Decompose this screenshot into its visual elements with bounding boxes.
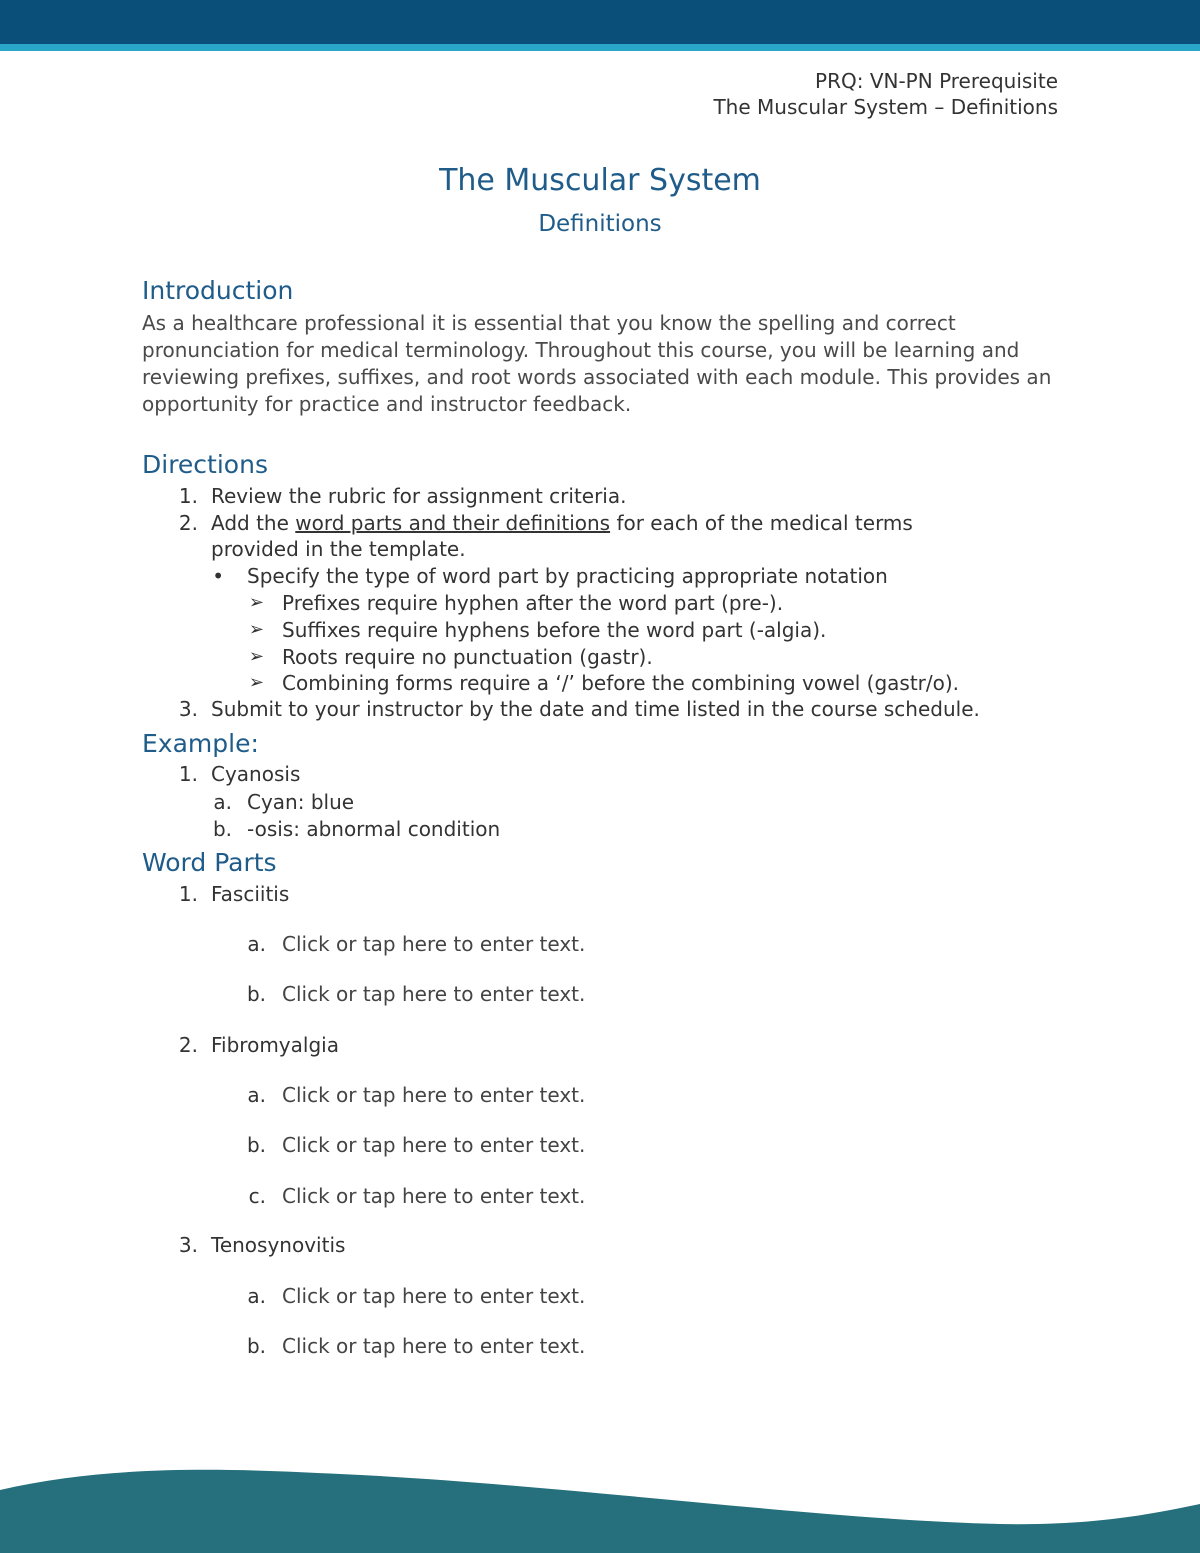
header-doc-title: The Muscular System – Definitions [713, 95, 1058, 119]
list-number: 1. [178, 882, 198, 906]
word-parts-link[interactable]: word parts and their definitions [295, 511, 611, 535]
list-letter: b. [246, 1133, 266, 1157]
list-letter: a. [247, 1284, 266, 1308]
top-band [0, 0, 1200, 53]
list-letter: b. [212, 817, 232, 841]
entry-field[interactable]: Click or tap here to enter text. [282, 1133, 586, 1157]
example-heading: Example: [142, 729, 259, 758]
entry-field[interactable]: Click or tap here to enter text. [282, 1083, 586, 1107]
list-number: 2. [178, 511, 198, 535]
entry-field[interactable]: Click or tap here to enter text. [282, 982, 586, 1006]
list-number: 3. [178, 697, 198, 721]
list-letter: b. [246, 1334, 266, 1358]
example-part: -osis: abnormal condition [247, 817, 501, 841]
notation-rule: Combining forms require a ‘/’ before the combining vowel (gastr/o). [282, 671, 960, 695]
direction-item-2-cont: provided in the template. [211, 537, 466, 561]
term-fibromyalgia: Fibromyalgia [211, 1033, 339, 1057]
list-number: 3. [178, 1233, 198, 1257]
word-parts-heading: Word Parts [142, 848, 277, 877]
direction-item-3: Submit to your instructor by the date and time listed in the course schedule. [211, 697, 980, 721]
arrow-bullet-icon: ➢ [248, 672, 264, 693]
list-number: 1. [178, 484, 198, 508]
list-number: 2. [178, 1033, 198, 1057]
page-title: The Muscular System [439, 163, 761, 198]
arrow-bullet-icon: ➢ [248, 646, 264, 667]
arrow-bullet-icon: ➢ [248, 592, 264, 613]
term-fasciitis: Fasciitis [211, 882, 290, 906]
example-part: Cyan: blue [247, 790, 355, 814]
list-number: 1. [178, 762, 198, 786]
notation-rule: Prefixes require hyphen after the word part (pre-). [282, 591, 784, 615]
notation-rule: Suffixes require hyphens before the word part (-algia). [282, 618, 827, 642]
notation-rule: Roots require no punctuation (gastr). [282, 645, 653, 669]
page-header [713, 68, 1058, 120]
term-tenosynovitis: Tenosynovitis [211, 1233, 346, 1257]
directions-heading: Directions [142, 450, 268, 479]
bullet-marker: • [212, 564, 224, 588]
arrow-bullet-icon: ➢ [248, 619, 264, 640]
list-letter: c. [248, 1184, 266, 1208]
introduction-text: As a healthcare professional it is essential that you know the spelling and correct pronunciation for medical terminology. Throughout this course, you will be learning and reviewing prefixes, suffixes, and root words associated with each module. This provides an opportunity for practice and instructor feedback. [142, 311, 1052, 416]
direction-bullet: Specify the type of word part by practicing appropriate notation [247, 564, 888, 588]
direction-item-2: Add the word parts and their definitions for each of the medical terms [211, 511, 913, 535]
header-course: PRQ: VN-PN Prerequisite [815, 69, 1058, 93]
entry-field[interactable]: Click or tap here to enter text. [282, 1184, 586, 1208]
page-subtitle: Definitions [538, 211, 662, 237]
list-letter: a. [247, 932, 266, 956]
list-letter: b. [246, 982, 266, 1006]
entry-field[interactable]: Click or tap here to enter text. [282, 1334, 586, 1358]
entry-field[interactable]: Click or tap here to enter text. [282, 932, 586, 956]
entry-field[interactable]: Click or tap here to enter text. [282, 1284, 586, 1308]
list-letter: a. [213, 790, 232, 814]
introduction-heading: Introduction [142, 276, 294, 305]
example-term: Cyanosis [211, 762, 301, 786]
list-letter: a. [247, 1083, 266, 1107]
direction-item-1: Review the rubric for assignment criteria. [211, 484, 627, 508]
bottom-wave [0, 1440, 1200, 1553]
